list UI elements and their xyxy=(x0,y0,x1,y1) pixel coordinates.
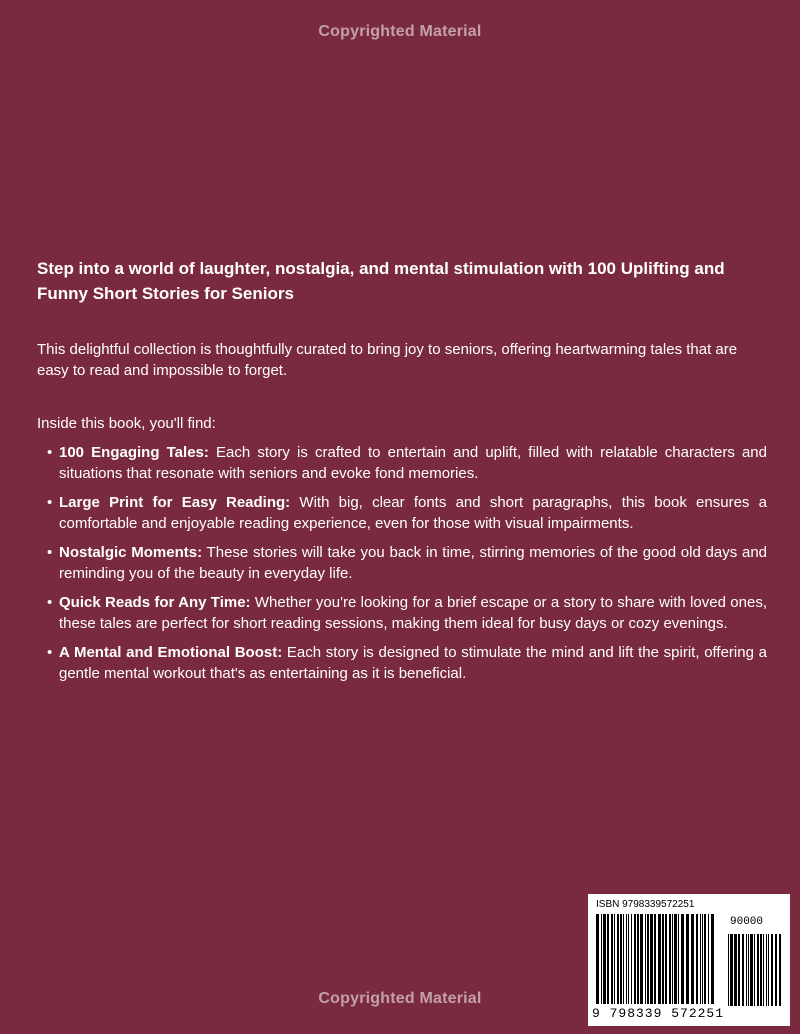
list-item xyxy=(47,642,767,684)
bullet-icon: • xyxy=(47,494,53,511)
bullet-text: Each story is designed to stimulate the mind and lift the spirit, offering a gentle mental workout that's as entertaining as it is beneficial. xyxy=(59,644,767,682)
barcode-addon-number: 90000 xyxy=(730,916,764,928)
watermark-top: Copyrighted Material xyxy=(318,23,482,40)
bullet-icon: • xyxy=(47,594,53,611)
bullet-icon: • xyxy=(47,644,53,661)
watermark-bottom: Copyrighted Material xyxy=(318,990,482,1007)
bullet-icon: • xyxy=(47,444,53,461)
bullet-title: 100 Engaging Tales: xyxy=(59,444,209,461)
bullet-text: These stories will take you back in time, stirring memories of the good old days and reminding you of the beauty in everyday life. xyxy=(59,544,768,582)
isbn-label: ISBN 9798339572251 xyxy=(596,899,695,910)
barcode-digits: 9 798339 572251 xyxy=(592,1006,725,1021)
list-item xyxy=(47,492,767,534)
bullet-text: Each story is crafted to entertain and uplift, filled with relatable characters and situations that resonate with seniors and evoke fond memories. xyxy=(59,444,767,482)
list-item xyxy=(47,592,767,634)
bullet-title: Nostalgic Moments: xyxy=(59,544,203,561)
list-item xyxy=(47,442,767,484)
feature-list xyxy=(47,442,767,692)
list-item xyxy=(47,542,767,584)
headline: Step into a world of laughter, nostalgia, and mental stimulation with 100 Uplifting and Funny Short Stories for Seniors xyxy=(37,259,725,303)
inside-heading: Inside this book, you'll find: xyxy=(37,415,216,432)
bullet-title: Large Print for Easy Reading: xyxy=(59,494,291,511)
intro-paragraph: This delightful collection is thoughtfully curated to bring joy to seniors, offering heartwarming tales that are easy to read and impossible to forget. xyxy=(37,341,738,379)
bullet-icon: • xyxy=(47,544,53,561)
bullet-title: A Mental and Emotional Boost: xyxy=(59,644,283,661)
bullet-text: Whether you're looking for a brief escape or a story to share with loved ones, these tales are perfect for short reading sessions, making them ideal for busy days or cozy evenings. xyxy=(59,594,767,632)
bullet-text: With big, clear fonts and short paragraphs, this book ensures a comfortable and enjoyable reading experience, even for those with visual impairments. xyxy=(59,494,768,532)
bullet-title: Quick Reads for Any Time: xyxy=(59,594,251,611)
